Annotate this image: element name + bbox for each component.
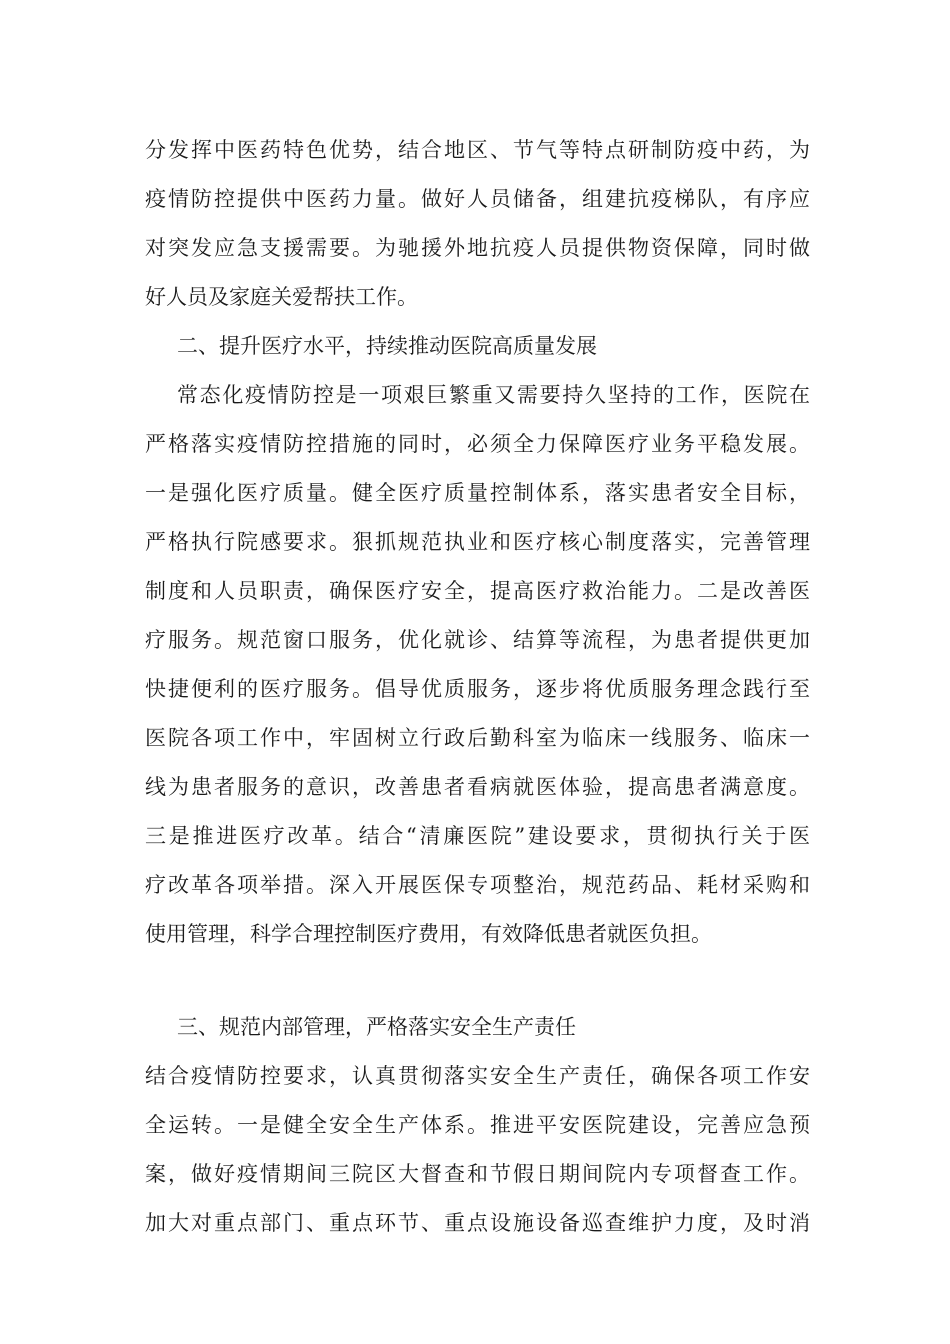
body-line-20: 全运转。一是健全安全生产体系。推进平安医院建设，完善应急预 — [145, 1113, 810, 1137]
body-line-19: 结合疫情防控要求，认真贯彻落实安全生产责任，确保各项工作安 — [145, 1064, 810, 1088]
body-line-17: 使用管理，科学合理控制医疗费用，有效降低患者就医负担。 — [145, 922, 712, 946]
body-line-7: 严格落实疫情防控措施的同时，必须全力保障医疗业务平稳发展。 — [145, 432, 810, 456]
body-line-11: 疗服务。规范窗口服务，优化就诊、结算等流程，为患者提供更加 — [145, 628, 810, 652]
body-line-4: 好人员及家庭关爱帮扶工作。 — [145, 285, 418, 309]
body-line-13: 医院各项工作中，牢固树立行政后勤科室为临床一线服务、临床一 — [145, 726, 810, 750]
body-line-3: 对突发应急支援需要。为驰援外地抗疫人员提供物资保障，同时做 — [145, 236, 810, 260]
body-line-21: 案，做好疫情期间三院区大督查和节假日期间院内专项督查工作。 — [145, 1162, 810, 1186]
body-line-6: 常态化疫情防控是一项艰巨繁重又需要持久坚持的工作，医院在 — [177, 383, 810, 407]
body-line-8: 一是强化医疗质量。健全医疗质量控制体系，落实患者安全目标， — [145, 481, 810, 505]
body-line-15: 三是推进医疗改革。结合“清廉医院”建设要求，贯彻执行关于医 — [145, 824, 810, 848]
section-heading-2: 二、提升医疗水平，持续推动医院高质量发展 — [177, 334, 597, 358]
section-heading-3: 三、规范内部管理，严格落实安全生产责任 — [177, 1015, 576, 1039]
body-line-16: 疗改革各项举措。深入开展医保专项整治，规范药品、耗材采购和 — [145, 873, 810, 897]
body-line-22: 加大对重点部门、重点环节、重点设施设备巡查维护力度，及时消 — [145, 1211, 810, 1235]
body-line-14: 线为患者服务的意识，改善患者看病就医体验，提高患者满意度。 — [145, 775, 810, 799]
body-line-12: 快捷便利的医疗服务。倡导优质服务，逐步将优质服务理念践行至 — [145, 677, 810, 701]
body-line-1: 分发挥中医药特色优势，结合地区、节气等特点研制防疫中药，为 — [145, 138, 810, 162]
body-line-10: 制度和人员职责，确保医疗安全，提高医疗救治能力。二是改善医 — [145, 579, 810, 603]
body-line-9: 严格执行院感要求。狠抓规范执业和医疗核心制度落实，完善管理 — [145, 530, 810, 554]
body-line-2: 疫情防控提供中医药力量。做好人员储备，组建抗疫梯队，有序应 — [145, 187, 810, 211]
